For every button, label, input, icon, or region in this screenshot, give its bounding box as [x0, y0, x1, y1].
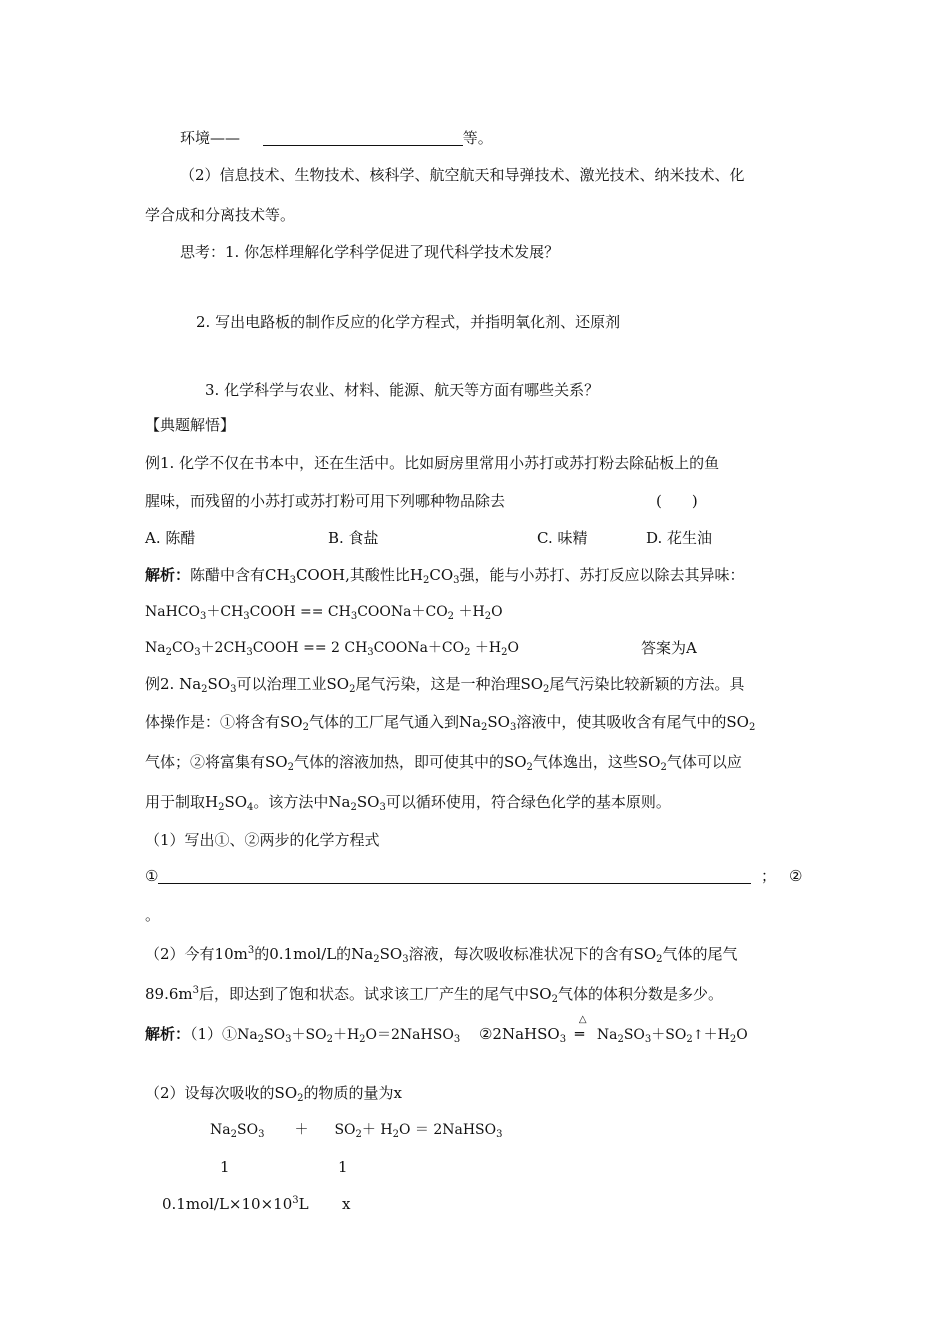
- answer-blank-1: [158, 867, 751, 884]
- ex2-l1-a: 可以治理工业SO: [236, 675, 350, 693]
- ex2-l1-c: 尾气污染比较新颖的方法。具: [549, 675, 745, 693]
- example2-line-2: 体操作是：①将含有$SO_2$气体的工厂尾气通入到$Na_2SO_3$溶液中，使其吸收含有尾气中的$SO_2$: [145, 713, 756, 733]
- analysis-text-c: CO: [429, 566, 454, 584]
- tech-line-1: （2）信息技术、生物技术、核科学、航空航天和导弹技术、激光技术、纳米技术、化: [180, 166, 745, 184]
- example2-question-2: （2）今有$10m^3$的0.1mol/L的$Na_2SO_3$溶液，每次吸收标准状况下的含有$SO_2$气体的尾气: [145, 945, 738, 965]
- example2-question-2-line-2: $89.6m^3$后，即达到了饱和状态。试求该工厂产生的尾气中$SO_2$气体的体积分数是多少。: [145, 985, 723, 1005]
- example2-analysis: 解析：$(1)①Na_2SO_3+SO_2+H_2O=2NaHSO_3$ ②2NaHSO$_3$ △ ═ $Na_2SO_3+SO_2↑+H_2O$: [145, 1014, 748, 1045]
- q2-l2-a: 89.6m: [145, 985, 193, 1003]
- q2-d: 溶液，每次吸收标准状况下的含有SO: [408, 945, 657, 963]
- calc-amount-left: $0.1mol/L\times 10\times 10^3L$: [162, 1195, 309, 1213]
- calc-coefficient-right: 1: [338, 1158, 348, 1176]
- ex2-l4-d: SO: [356, 793, 380, 811]
- tech-line-2: 学合成和分离技术等。: [145, 206, 296, 224]
- answer-end-period: 。: [145, 906, 161, 924]
- ex2-l4-a: 用于制取H: [145, 793, 219, 811]
- q2-ans-a: （2）设每次吸收的SO: [145, 1084, 298, 1102]
- answer-paren: ( ): [656, 492, 698, 510]
- option-c: C. 味精: [537, 529, 588, 547]
- analysis-text-b: COOH,其酸性比H: [295, 566, 423, 584]
- ex2-l1-b: 尾气污染，这是一种治理SO: [355, 675, 544, 693]
- q2-e: 气体的尾气: [662, 945, 738, 963]
- q2-a: （2）今有10m: [145, 945, 248, 963]
- ex2-l2-d: 溶液中，使其吸收含有尾气中的SO: [516, 713, 749, 731]
- env-blank: [263, 129, 463, 146]
- example1-line-2: [145, 491, 505, 511]
- think-question-3: 3. 化学科学与农业、材料、能源、航天等方面有哪些关系？: [205, 381, 600, 399]
- example2-label: 例2.: [145, 675, 180, 693]
- ans1-prefix: （1）①: [190, 1025, 238, 1043]
- ans2-prefix: ②2NaHSO: [478, 1025, 560, 1043]
- option-d: D. 花生油: [646, 529, 713, 547]
- semicolon: ；: [761, 867, 777, 885]
- circle-1: ①: [145, 867, 159, 885]
- example2-question-1: （1）写出①、②两步的化学方程式: [145, 831, 380, 849]
- example2-analysis-2: （2）设每次吸收的$SO_2$的物质的量为x: [145, 1084, 402, 1104]
- example1-line-1: 例1. 化学不仅在书本中，还在生活中。比如厨房里常用小苏打或苏打粉去除砧板上的鱼: [145, 454, 720, 472]
- calc-amount-a: 0.1mol/L×10×10: [162, 1195, 293, 1213]
- ex2-l3-c: 气体逸出，这些SO: [532, 753, 661, 771]
- calc-amount-right: x: [342, 1195, 351, 1213]
- calc-equation: $Na_2SO_3 + SO_2+ H_2O$ ＝ 2NaHSO$_3$: [210, 1122, 503, 1140]
- example2-line-4: 用于制取$H_2SO_4$。该方法中$Na_2SO_3$可以循环使用，符合绿色化学的基本原则。: [145, 793, 671, 813]
- ex2-l3-a: 气体；②将富集有SO: [145, 753, 288, 771]
- ex2-l3-d: 气体可以应: [666, 753, 742, 771]
- q2-l2-b: 后，即达到了饱和状态。试求该工厂产生的尾气中SO: [199, 985, 552, 1003]
- equation-step-1: $Na_2SO_3+SO_2+H_2O=2NaHSO_3$: [237, 1027, 461, 1045]
- example2-line-1: 例2. $Na_2SO_3$可以治理工业$SO_2$尾气污染，这是一种治理$SO_2$尾气污染比较新颖的方法。具: [145, 675, 745, 695]
- section-title: 【典题解悟】: [145, 416, 236, 434]
- equation-nahco3: $NaHCO_3+CH_3COOH$ == $CH_3COONa+CO_2 +H_2O$: [145, 604, 503, 622]
- env-line: [180, 128, 493, 148]
- env-suffix: 等。: [462, 129, 493, 147]
- ex2-l2-c: SO: [487, 713, 510, 731]
- q2-b: 的0.1mol/L的Na: [254, 945, 374, 963]
- q2-l2-c: 气体的体积分数是多少。: [557, 985, 723, 1003]
- example1-analysis: 解析：陈醋中含有$CH_3COOH$,其酸性比$H_2CO_3$强，能与小苏打、苏打反应以除去其异味：: [145, 566, 745, 586]
- analysis-text-d: 强，能与小苏打、苏打反应以除去其异味：: [459, 566, 745, 584]
- circle-2: ②: [789, 867, 803, 885]
- think-question-1: 思考：1. 你怎样理解化学科学促进了现代科学技术发展？: [180, 243, 560, 261]
- equation-step-2: $Na_2SO_3+SO_2↑+H_2O$: [596, 1027, 748, 1045]
- equation-na2co3: $Na_2CO_3+2CH_3COOH == 2$ $CH_3COONa+CO_2 +H_2O$: [145, 640, 520, 658]
- think-question-2: 2. 写出电路板的制作反应的化学方程式，并指明氧化剂、还原剂: [196, 313, 621, 331]
- ex2-l3-b: 气体的溶液加热，即可使其中的SO: [293, 753, 527, 771]
- calc-amount-b: L: [298, 1195, 309, 1213]
- calc-coefficient-left: 1: [220, 1158, 230, 1176]
- ex2-l2-a: 体操作是：①将含有SO: [145, 713, 303, 731]
- analysis-label-2: 解析：: [145, 1025, 191, 1043]
- example1-line-2-text: 腥味，而残留的小苏打或苏打粉可用下列哪种物品除去: [145, 492, 506, 510]
- ex2-l4-b: SO: [224, 793, 248, 811]
- analysis-text-a: 陈醋中含有CH: [190, 566, 290, 584]
- env-prefix: 环境——: [180, 129, 241, 147]
- q2-ans-b: 的物质的量为x: [303, 1084, 402, 1102]
- ex2-l4-c: 。该方法中Na: [253, 793, 351, 811]
- answer-line-1: [145, 866, 751, 886]
- q2-c: SO: [379, 945, 403, 963]
- example2-line-3: 气体；②将富集有$SO_2$气体的溶液加热，即可使其中的$SO_2$气体逸出，这些$SO_2$气体可以应: [145, 753, 742, 773]
- option-b: B. 食盐: [328, 529, 379, 547]
- ex2-l4-e: 可以循环使用，符合绿色化学的基本原则。: [385, 793, 671, 811]
- option-a: A. 陈醋: [145, 529, 196, 547]
- analysis-label: 解析：: [145, 566, 191, 584]
- ex2-l2-b: 气体的工厂尾气通入到Na: [308, 713, 482, 731]
- heat-arrow-icon: △ ═: [574, 1014, 587, 1043]
- example1-answer: 答案为A: [641, 639, 697, 657]
